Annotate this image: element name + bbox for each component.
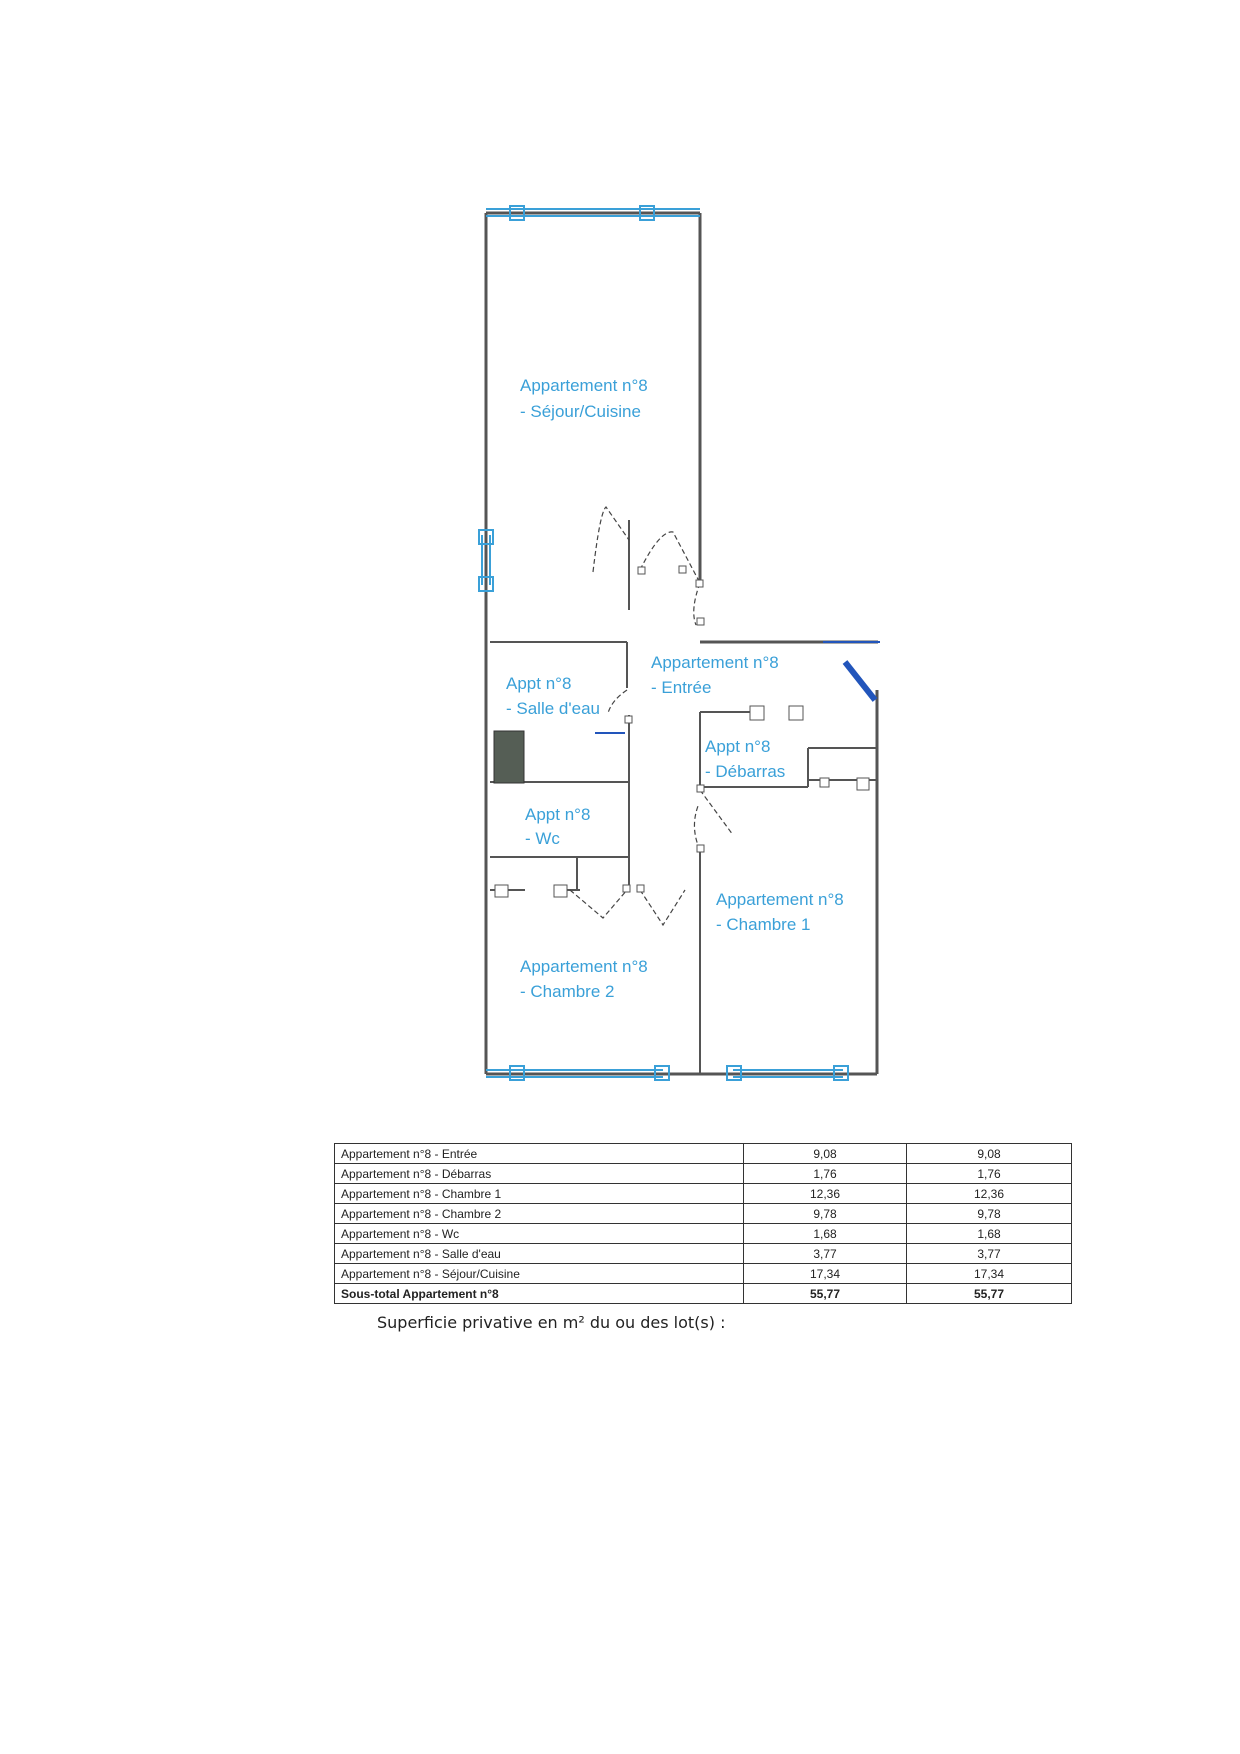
row-value: 3,77 (744, 1244, 907, 1264)
row-label: Sous-total Appartement n°8 (335, 1284, 744, 1304)
row-value-2: 12,36 (907, 1184, 1072, 1204)
svg-text:- Salle d'eau: - Salle d'eau (506, 699, 600, 718)
svg-text:- Débarras: - Débarras (705, 762, 786, 781)
table-row (335, 1204, 1072, 1224)
svg-text:Appartement n°8: Appartement n°8 (520, 957, 648, 976)
row-value: 17,34 (744, 1264, 907, 1284)
caption-text: Superficie privative en m² du ou des lot(s) : (377, 1313, 726, 1332)
row-label: Appartement n°8 - Wc (335, 1224, 744, 1244)
row-value: 1,68 (744, 1224, 907, 1244)
row-value: 9,08 (744, 1144, 907, 1164)
room-debarras-label (705, 737, 785, 781)
svg-text:- Wc: - Wc (525, 829, 560, 848)
row-value-2: 17,34 (907, 1264, 1072, 1284)
room-salle-eau-label (506, 674, 600, 718)
row-value: 55,77 (744, 1284, 907, 1304)
surface-table-body (335, 1144, 1072, 1304)
row-label: Appartement n°8 - Débarras (335, 1164, 744, 1184)
row-value-2: 3,77 (907, 1244, 1072, 1264)
room-wc-label (525, 805, 590, 848)
row-value-2: 9,08 (907, 1144, 1072, 1164)
row-label: Appartement n°8 - Entrée (335, 1144, 744, 1164)
row-value: 9,78 (744, 1204, 907, 1224)
row-value: 1,76 (744, 1164, 907, 1184)
row-label: Appartement n°8 - Chambre 2 (335, 1204, 744, 1224)
row-value-2: 1,68 (907, 1224, 1072, 1244)
table-row (335, 1184, 1072, 1204)
svg-text:- Chambre 1: - Chambre 1 (716, 915, 811, 934)
table-total-row (335, 1284, 1072, 1304)
svg-text:- Chambre 2: - Chambre 2 (520, 982, 615, 1001)
row-label: Appartement n°8 - Séjour/Cuisine (335, 1264, 744, 1284)
row-value: 12,36 (744, 1184, 907, 1204)
outer-walls (486, 213, 878, 1074)
table-row (335, 1224, 1072, 1244)
row-value-2: 9,78 (907, 1204, 1072, 1224)
row-value-2: 55,77 (907, 1284, 1072, 1304)
svg-text:Appt n°8: Appt n°8 (506, 674, 572, 693)
row-label: Appartement n°8 - Chambre 1 (335, 1184, 744, 1204)
row-value-2: 1,76 (907, 1164, 1072, 1184)
room-sejour-label (520, 376, 648, 421)
svg-text:- Séjour/Cuisine: - Séjour/Cuisine (520, 402, 641, 421)
svg-text:Appt n°8: Appt n°8 (705, 737, 771, 756)
svg-text:Appt n°8: Appt n°8 (525, 805, 591, 824)
room-chambre2-label (520, 957, 648, 1001)
svg-text:Appartement n°8: Appartement n°8 (651, 653, 779, 672)
table-row (335, 1244, 1072, 1264)
svg-text:Appartement n°8: Appartement n°8 (716, 890, 844, 909)
room-entree-label (651, 653, 779, 697)
table-row (335, 1144, 1072, 1164)
surface-table (334, 1143, 1072, 1304)
svg-text:Appartement n°8: Appartement n°8 (520, 376, 648, 395)
table-row (335, 1164, 1072, 1184)
room-chambre1-label (716, 890, 844, 934)
svg-text:- Entrée: - Entrée (651, 678, 712, 697)
row-label: Appartement n°8 - Salle d'eau (335, 1244, 744, 1264)
shower-tray (494, 731, 524, 783)
table-row (335, 1264, 1072, 1284)
